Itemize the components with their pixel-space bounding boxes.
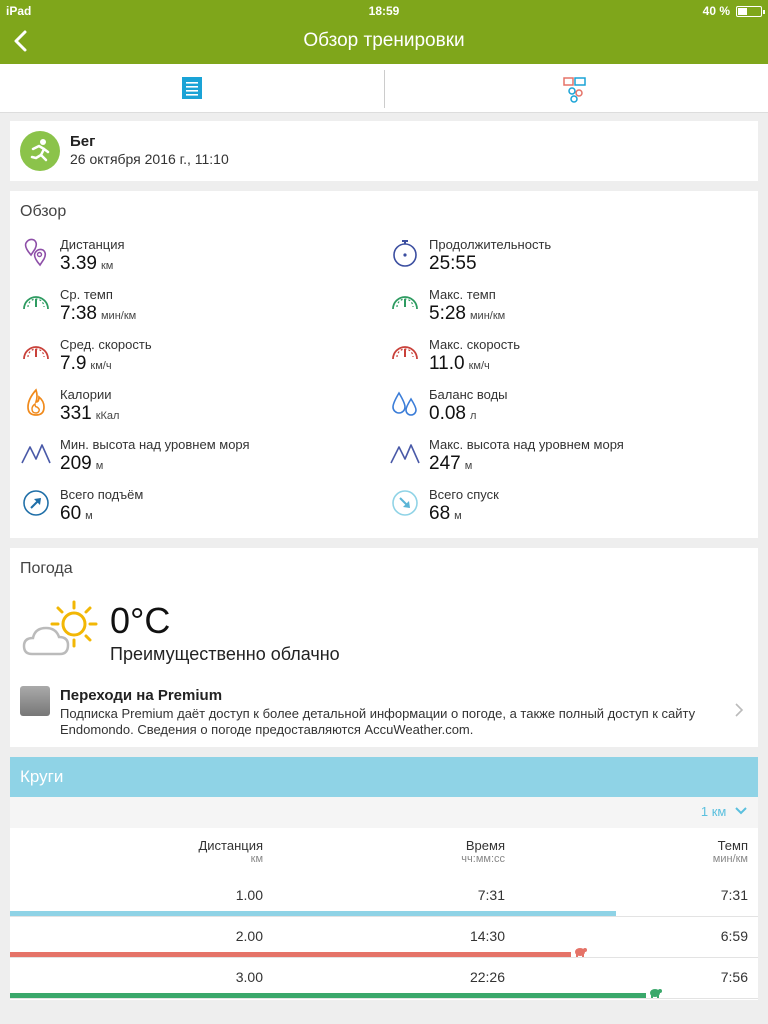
stat-unit: м <box>464 460 473 472</box>
lap-time: 14:30 <box>469 928 505 944</box>
stat-unit: км <box>100 260 114 272</box>
column-label: Темп <box>717 838 748 853</box>
stat-label: Ср. темп <box>60 287 113 302</box>
stat-unit: кКал <box>95 410 120 422</box>
stat-unit: м <box>454 510 462 522</box>
stat-unit: мин/км <box>469 310 506 322</box>
tab-comments[interactable] <box>385 64 768 112</box>
stat-item <box>20 287 380 331</box>
column-header-pace <box>548 838 748 865</box>
laps-title: Круги <box>20 767 64 786</box>
stat-label: Макс. скорость <box>429 337 521 352</box>
column-header-time <box>305 838 505 865</box>
column-unit: мин/км <box>712 853 748 865</box>
chevron-right-icon <box>734 702 744 718</box>
lap-row <box>10 877 758 917</box>
activity-date: 26 октября 2016 г., 11:10 <box>70 151 229 167</box>
row-divider <box>10 998 758 999</box>
stat-unit: л <box>469 410 477 422</box>
lap-distance: 2.00 <box>235 928 263 944</box>
stat-value: 0.08 л <box>429 403 477 424</box>
stat-value: 331 кКал <box>60 403 120 424</box>
stat-item <box>20 487 380 531</box>
battery-icon <box>736 6 762 17</box>
activity-name: Бег <box>70 133 96 150</box>
stat-item <box>20 387 380 431</box>
weather-card <box>10 548 758 747</box>
stat-value: 68 м <box>429 503 462 524</box>
lap-pace: 7:56 <box>720 969 748 985</box>
stat-item <box>20 337 380 381</box>
weather-title: Погода <box>20 560 73 577</box>
stat-item <box>389 337 749 381</box>
stat-label: Мин. высота над уровнем моря <box>60 437 250 452</box>
lap-split-selector[interactable] <box>701 804 748 819</box>
overview-card <box>10 191 758 538</box>
speedometer-green-icon <box>389 287 421 319</box>
premium-description: Подписка Premium даёт доступ к более детальной информации о погоде, а также полный доступ к сайту Endomondo. Сведения о погоде предоставляются AccuWeather.com. <box>60 706 696 737</box>
stat-unit: мин/км <box>100 310 137 322</box>
stat-label: Продолжительность <box>429 237 552 252</box>
stat-item <box>389 287 749 331</box>
lap-row <box>10 959 758 999</box>
premium-upsell-row[interactable] <box>10 676 758 740</box>
stat-value: 3.39 км <box>60 253 114 274</box>
battery-percent: 40 % <box>702 4 730 18</box>
status-time: 18:59 <box>368 4 400 18</box>
row-divider <box>10 957 758 958</box>
stat-label: Макс. высота над уровнем моря <box>429 437 624 452</box>
stat-value: 7:38 мин/км <box>60 303 137 324</box>
stat-unit: м <box>85 510 93 522</box>
stat-value: 247 м <box>429 453 473 474</box>
stat-label: Дистанция <box>60 237 125 252</box>
column-unit: км <box>250 853 263 865</box>
speedometer-red-icon <box>20 337 52 369</box>
stat-label: Сред. скорость <box>60 337 152 352</box>
stat-unit: м <box>95 460 104 472</box>
running-icon <box>20 131 60 171</box>
lap-distance: 1.00 <box>235 887 263 903</box>
stat-value: 5:28 мин/км <box>429 303 506 324</box>
speedometer-red-icon <box>389 337 421 369</box>
ascent-arrow-icon <box>20 487 52 519</box>
row-divider <box>10 916 758 917</box>
chevron-down-icon <box>734 806 748 816</box>
page-title: Обзор тренировки <box>303 30 465 51</box>
stopwatch-icon <box>389 237 421 269</box>
water-drops-icon <box>389 387 421 419</box>
lap-pace: 6:59 <box>720 928 748 944</box>
stat-item <box>20 437 380 481</box>
stat-label: Калории <box>60 387 112 402</box>
activity-card <box>10 121 758 181</box>
lap-pace: 7:31 <box>720 887 748 903</box>
lap-split-value: 1 км <box>700 804 727 819</box>
column-label: Дистанция <box>198 838 263 853</box>
navigation-bar <box>0 0 768 64</box>
stat-value: 7.9 км/ч <box>60 353 112 374</box>
lap-time: 7:31 <box>477 887 505 903</box>
premium-icon <box>20 686 50 716</box>
stat-label: Макс. темп <box>429 287 496 302</box>
mountain-icon <box>389 437 421 469</box>
stat-unit: км/ч <box>90 360 112 372</box>
stat-item <box>389 387 749 431</box>
column-label: Время <box>465 838 505 853</box>
distance-pins-icon <box>20 237 52 269</box>
lap-time: 22:26 <box>469 969 505 985</box>
stat-value: 60 м <box>60 503 93 524</box>
lap-row <box>10 918 758 958</box>
speedometer-green-icon <box>20 287 52 319</box>
temperature: 0°C <box>110 600 171 641</box>
flame-icon <box>20 387 52 419</box>
mountain-icon <box>20 437 52 469</box>
weather-condition: Преимущественно облачно <box>110 644 340 664</box>
laps-toolbar <box>10 797 758 828</box>
stat-label: Всего подъём <box>60 487 144 502</box>
view-tabs <box>0 64 768 113</box>
column-header-distance <box>63 838 263 865</box>
stat-label: Баланс воды <box>429 387 508 402</box>
stat-value: 11.0 км/ч <box>429 353 490 374</box>
tab-summary[interactable] <box>0 64 384 112</box>
descent-arrow-icon <box>389 487 421 519</box>
premium-title: Переходи на Premium <box>60 687 223 704</box>
stat-unit: км/ч <box>468 360 490 372</box>
stat-item <box>389 437 749 481</box>
stat-value: 209 м <box>60 453 104 474</box>
column-unit: чч:мм:сс <box>461 853 505 865</box>
laps-header <box>10 757 758 797</box>
lap-distance: 3.00 <box>235 969 263 985</box>
status-bar <box>0 0 768 22</box>
comments-icon <box>563 77 587 103</box>
laps-table <box>10 828 758 1000</box>
stat-value: 25:55 <box>429 253 477 274</box>
stat-item <box>20 237 380 281</box>
stat-label: Всего спуск <box>429 487 499 502</box>
stat-item <box>389 237 749 281</box>
list-icon <box>182 77 202 99</box>
partly-cloudy-icon <box>22 598 102 660</box>
device-label: iPad <box>6 4 32 18</box>
overview-title: Обзор <box>20 203 67 220</box>
stat-item <box>389 487 749 531</box>
